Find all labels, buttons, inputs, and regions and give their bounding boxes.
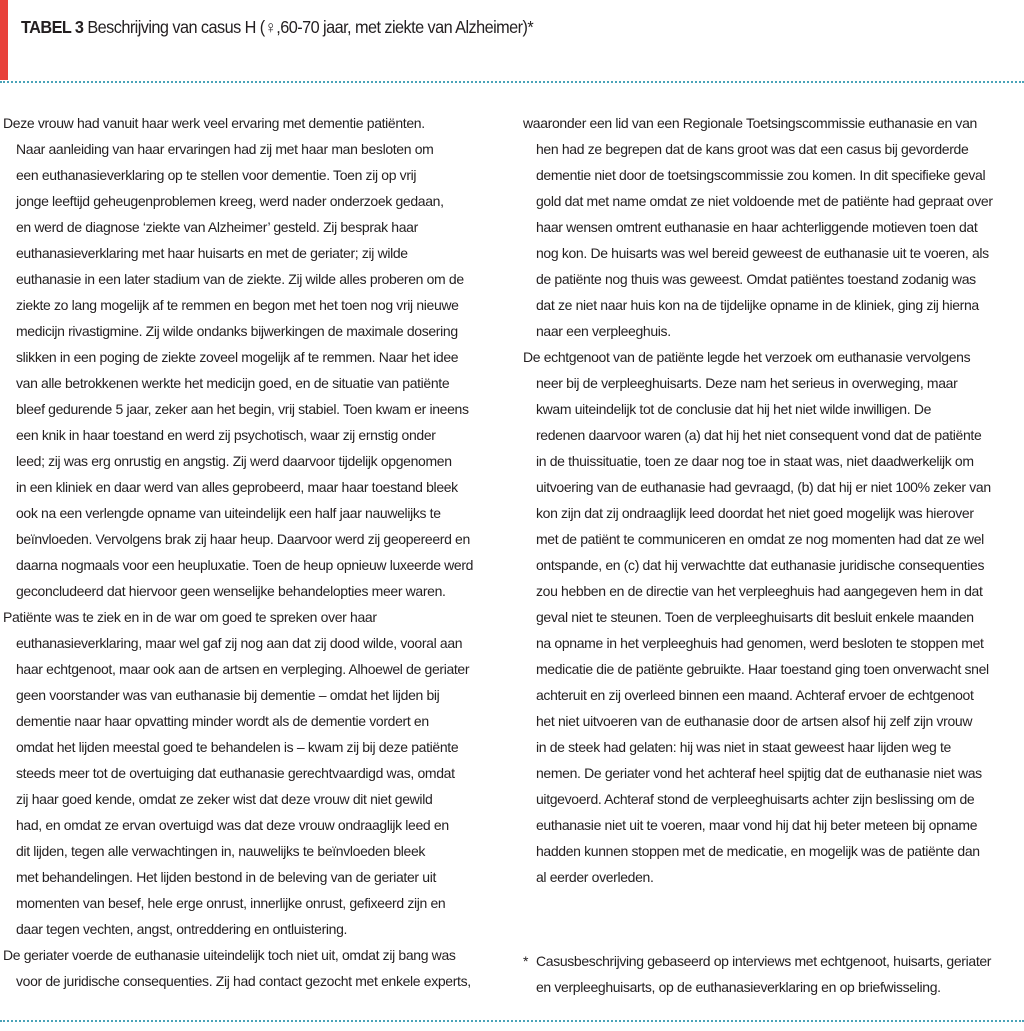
text-line: neer bij de verpleeghuisarts. Deze nam het serieus in overweging, maar: [536, 375, 958, 391]
text-line: Patiënte was te ziek en in de war om goed te spreken over haar: [3, 609, 377, 625]
table-caption: [21, 13, 944, 41]
text-line: na opname in het verpleeghuis had genomen, werd besloten te stoppen met: [536, 635, 984, 651]
text-line: gold dat met name omdat ze niet voldoende met de patiënte had gepraat over: [536, 193, 993, 209]
text-line: naar een verpleeghuis.: [536, 323, 671, 339]
table-label: TABEL 3: [21, 17, 84, 37]
text-line: dementie niet door de toetsingscommissie zou komen. In dit specifieke geval: [536, 167, 986, 183]
left-column: [3, 110, 495, 994]
paragraph: [3, 110, 495, 604]
footnote-line: en verpleeghuisarts, op de euthanasieverklaring en op briefwisseling.: [536, 979, 941, 995]
text-line: nog kon. De huisarts was wel bereid geweest de euthanasie uit te voeren, als: [536, 245, 989, 261]
bottom-dotted-rule: [0, 1020, 1024, 1022]
text-line: zij haar goed kende, omdat ze zeker wist dat deze vrouw dit niet gewild: [16, 791, 433, 807]
paragraph: [523, 344, 1021, 890]
text-line: Naar aanleiding van haar ervaringen had zij met haar man besloten om: [16, 141, 434, 157]
text-line: een knik in haar toestand en werd zij psychotisch, waar zij ernstig onder: [16, 427, 436, 443]
text-line: medicatie die de patiënte gebruikte. Haar toestand ging toen onverwacht snel: [536, 661, 989, 677]
top-dotted-rule: [0, 81, 1024, 83]
right-column: [523, 110, 1021, 890]
text-line: daar tegen vechten, angst, ontreddering en ontluistering.: [16, 921, 348, 937]
paragraph: [3, 942, 495, 994]
text-line: haar echtgenoot, maar ook aan de artsen en verpleging. Alhoewel de geriater: [16, 661, 470, 677]
accent-bar: [0, 0, 8, 80]
text-line: hen had ze begrepen dat de kans groot was dat een casus bij gevorderde: [536, 141, 969, 157]
text-line: voor de juridische consequenties. Zij had contact gezocht met enkele experts,: [16, 973, 471, 989]
text-line: kon zijn dat zij ondraaglijk leed doordat het niet goed mogelijk was hierover: [536, 505, 974, 521]
footnote: [523, 948, 1021, 1000]
text-line: kwam uiteindelijk tot de conclusie dat hij het niet wilde inwilligen. De: [536, 401, 932, 417]
text-line: met de patiënt te communiceren en omdat ze nog momenten had dat ze wel: [536, 531, 984, 547]
text-line: achteruit en zij overleed binnen een maand. Achteraf ervoer de echtgenoot: [536, 687, 974, 703]
text-line: nemen. De geriater vond het achteraf heel spijtig dat de euthanasie niet was: [536, 765, 982, 781]
text-line: daarna nogmaals voor een heupluxatie. Toen de heup opnieuw luxeerde werd: [16, 557, 474, 573]
text-line: momenten van besef, hele erge onrust, innerlijke onrust, gefixeerd zijn en: [16, 895, 446, 911]
text-line: geconcludeerd dat hiervoor geen wenselijke behandelopties meer waren.: [16, 583, 446, 599]
text-line: euthanasie niet uit te voeren, maar vond hij dat hij beter meteen bij opname: [536, 817, 978, 833]
footnote-mark: *: [523, 953, 529, 969]
paragraph: [3, 604, 495, 942]
text-line: in de thuissituatie, toen ze daar nog toe in staat was, niet daadwerkelijk om: [536, 453, 974, 469]
text-line: zou hebben en de directie van het verpleeghuis had aangegeven hem in dat: [536, 583, 983, 599]
text-line: redenen daarvoor waren (a) dat hij het niet consequent vond dat de patiënte: [536, 427, 982, 443]
text-line: het niet uitvoeren van de euthanasie door de artsen alsof hij zelf zijn vrouw: [536, 713, 973, 729]
text-line: al eerder overleden.: [536, 869, 654, 885]
text-line: ontspande, en (c) dat hij verwachtte dat euthanasie juridische consequenties: [536, 557, 985, 573]
text-line: de patiënte nog thuis was geweest. Omdat patiëntes toestand zodanig was: [536, 271, 976, 287]
text-line: geen voorstander was van euthanasie bij dementie – omdat het lijden bij: [16, 687, 440, 703]
text-line: bleef gedurende 5 jaar, zeker aan het begin, vrij stabiel. Toen kwam er ineens: [16, 401, 469, 417]
text-line: euthanasie in een later stadium van de ziekte. Zij wilde alles proberen om de: [16, 271, 464, 287]
text-line: met behandelingen. Het lijden bestond in de beleving van de geriater uit: [16, 869, 436, 885]
paragraph: [523, 110, 1021, 344]
text-line: euthanasieverklaring, maar wel gaf zij nog aan dat zij dood wilde, vooral aan: [16, 635, 463, 651]
text-line: van alle betrokkenen werkte het medicijn goed, en de situatie van patiënte: [16, 375, 450, 391]
text-line: dementie naar haar opvatting minder wordt als de dementie vordert en: [16, 713, 429, 729]
text-line: had, en omdat ze ervan overtuigd was dat deze vrouw ondraaglijk leed en: [16, 817, 449, 833]
text-line: omdat het lijden meestal goed te behandelen is – kwam zij bij deze patiënte: [16, 739, 459, 755]
text-line: leed; zij was erg onrustig en angstig. Zij werd daarvoor tijdelijk opgenomen: [16, 453, 452, 469]
text-line: een euthanasieverklaring op te stellen voor dementie. Toen zij op vrij: [16, 167, 417, 183]
text-line: hadden kunnen stoppen met de medicatie, en mogelijk was de patiënte dan: [536, 843, 980, 859]
text-line: in de steek had gelaten: hij was niet in staat geweest haar lijden weg te: [536, 739, 951, 755]
text-line: medicijn rivastigmine. Zij wilde ondanks bijwerkingen de maximale dosering: [16, 323, 458, 339]
text-line: dit lijden, tegen alle verwachtingen in, nauwelijks te beïnvloeden bleek: [16, 843, 426, 859]
text-line: slikken in een poging de ziekte zoveel mogelijk af te remmen. Naar het idee: [16, 349, 459, 365]
text-line: Deze vrouw had vanuit haar werk veel ervaring met dementie patiënten.: [3, 115, 425, 131]
text-line: jonge leeftijd geheugenproblemen kreeg, werd nader onderzoek gedaan,: [16, 193, 444, 209]
text-line: in een kliniek en daar werd van alles geprobeerd, maar haar toestand bleek: [16, 479, 458, 495]
text-line: ziekte zo lang mogelijk af te remmen en begon met het toen nog vrij nieuwe: [16, 297, 459, 313]
text-line: De geriater voerde de euthanasie uiteindelijk toch niet uit, omdat zij bang was: [3, 947, 456, 963]
text-line: haar wensen omtrent euthanasie en haar achterliggende motieven toen dat: [536, 219, 978, 235]
text-line: uitgevoerd. Achteraf stond de verpleeghuisarts achter zijn beslissing om de: [536, 791, 975, 807]
text-line: en werd de diagnose ‘ziekte van Alzheimer’ gesteld. Zij besprak haar: [16, 219, 418, 235]
table-title: Beschrijving van casus H (♀,60-70 jaar, met ziekte van Alzheimer)*: [87, 17, 534, 37]
text-line: geval niet te steunen. Toen de verpleeghuisarts dit besluit enkele maanden: [536, 609, 974, 625]
text-line: steeds meer tot de overtuiging dat euthanasie gerechtvaardigd was, omdat: [16, 765, 455, 781]
footnote-line: Casusbeschrijving gebaseerd op interviews met echtgenoot, huisarts, geriater: [536, 953, 992, 969]
text-line: De echtgenoot van de patiënte legde het verzoek om euthanasie vervolgens: [523, 349, 971, 365]
text-line: euthanasieverklaring met haar huisarts en met de geriater; zij wilde: [16, 245, 408, 261]
text-line: uitvoering van de euthanasie had gevraagd, (b) dat hij er niet 100% zeker van: [536, 479, 991, 495]
text-line: beïnvloeden. Vervolgens brak zij haar heup. Daarvoor werd zij geopereerd en: [16, 531, 470, 547]
text-line: waaronder een lid van een Regionale Toetsingscommissie euthanasie en van: [523, 115, 977, 131]
text-line: ook na een verlengde opname van uiteindelijk een half jaar nauwelijks te: [16, 505, 441, 521]
text-line: dat ze niet naar huis kon na de tijdelijke opname in de kliniek, ging zij hierna: [536, 297, 979, 313]
